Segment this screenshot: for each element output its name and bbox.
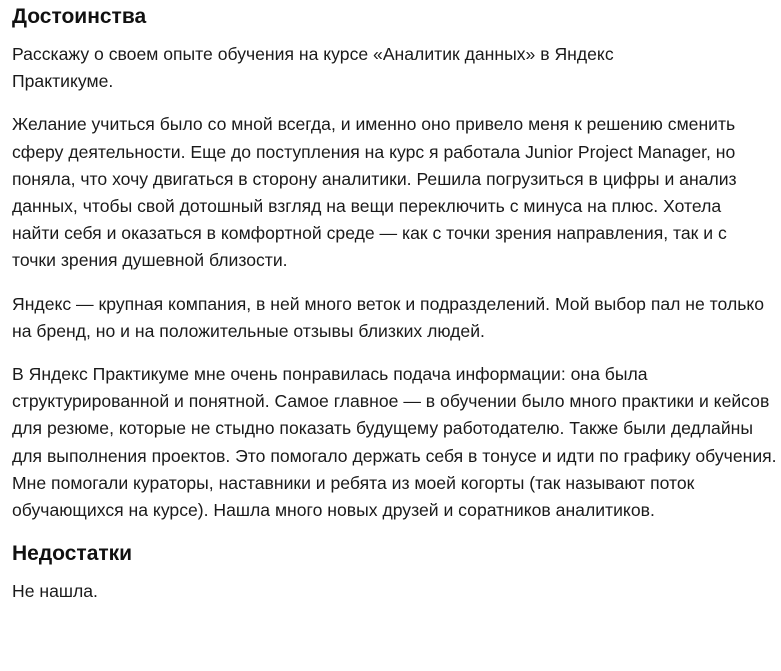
pros-paragraph-intro: Расскажу о своем опыте обучения на курсе «Аналитик данных» в Яндекс Практикуме. xyxy=(12,44,614,92)
pros-paragraph-motivation: Желание учиться было со мной всегда, и именно оно привело меня к решению сменить сферу деятельности. Еще до поступления на курс я работала Junior Project Manager, но поняла, что хочу двигаться в сторону аналитики. Решила погрузиться в цифры и анализ данных, чтобы свой дотошный взгляд на вещи переключить с минуса на плюс. Хотела найти себя и оказаться в комфортной среде — как с точки зрения направления, так и с точки зрения душевной близости. xyxy=(12,114,737,271)
cons-text: Не нашла. xyxy=(12,581,98,602)
pros-heading: Достоинства xyxy=(12,5,147,28)
cons-heading: Недостатки xyxy=(12,542,133,566)
review-content xyxy=(0,3,781,605)
pros-paragraph-experience: В Яндекс Практикуме мне очень понравилась подача информации: она была структурированной и понятной. Самое главное — в обучении было много практики и кейсов для резюме, которые не стыдно показать будущему работодателю. Также были дедлайны для выполнения проектов. Это помогало держать себя в тонусе и идти по графику обучения. Мне помогали кураторы, наставники и ребята из моей когорты (так называют поток обучающихся на курсе). Нашла много новых друзей и соратников аналитиков. xyxy=(12,364,777,521)
pros-paragraph-choice: Яндекс — крупная компания, в ней много веток и подразделений. Мой выбор пал не только на бренд, но и на положительные отзывы близких людей. xyxy=(12,293,765,341)
